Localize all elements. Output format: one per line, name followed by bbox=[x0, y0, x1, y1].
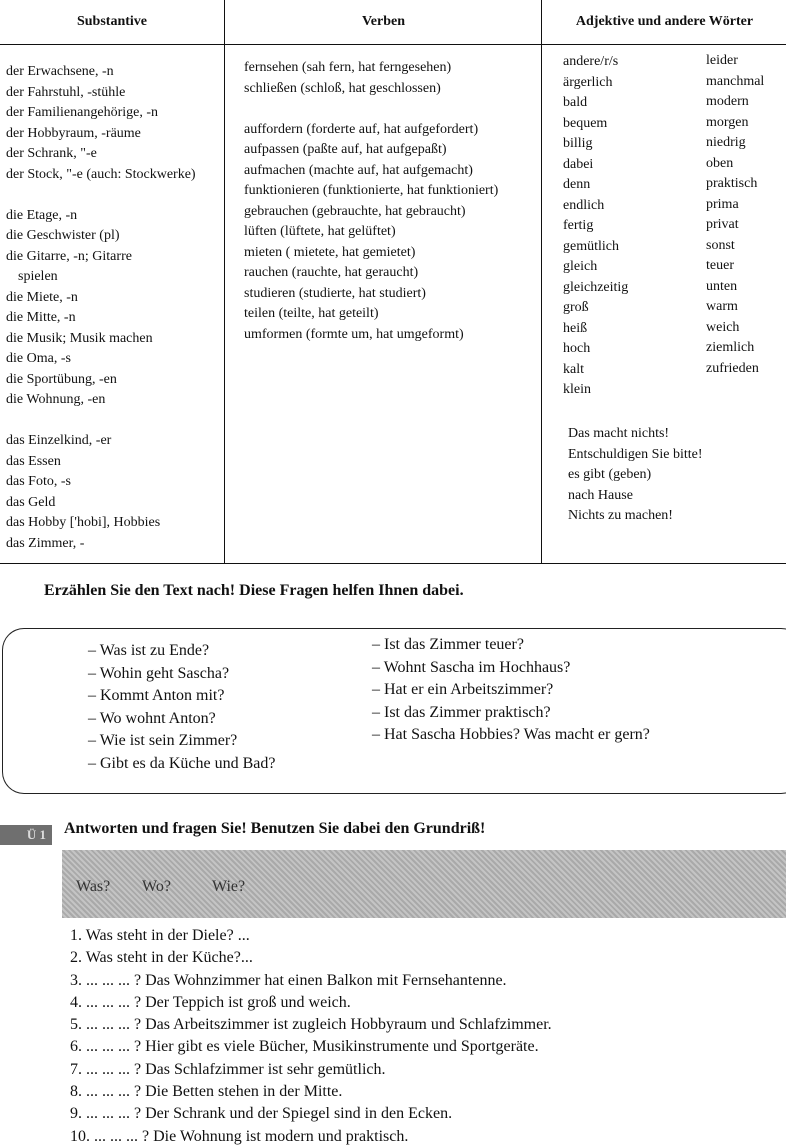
noun-item: der Familienangehörige, -n bbox=[6, 105, 159, 120]
question-item: – Ist das Zimmer praktisch? bbox=[372, 703, 551, 721]
exercise-item: 5. ... ... ... ? Das Arbeitszimmer ist zugleich Hobbyraum und Schlafzimmer. bbox=[70, 1016, 552, 1034]
noun-item: die Gitarre, -n; Gitarre bbox=[6, 248, 132, 264]
noun-item: das Hobby ['hobi], Hobbies bbox=[6, 515, 161, 530]
adjectives-column-1 bbox=[563, 52, 628, 401]
adjective-item: billig bbox=[563, 136, 593, 151]
column-divider bbox=[541, 0, 542, 563]
adjective-item: morgen bbox=[706, 114, 749, 130]
verb-item: lüften (lüftete, hat gelüftet) bbox=[244, 224, 396, 239]
keyword-bar bbox=[62, 850, 786, 918]
exercise-item: 4. ... ... ... ? Der Teppich ist groß und weich. bbox=[70, 993, 351, 1011]
noun-item: die Wohnung, -en bbox=[6, 392, 106, 407]
noun-item: die Etage, -n bbox=[6, 207, 78, 223]
noun-item: das Zimmer, - bbox=[6, 535, 85, 551]
exercise-title: Antworten und fragen Sie! Benutzen Sie dabei den Grundriß! bbox=[64, 820, 486, 837]
exercise-item: 6. ... ... ... ? Hier gibt es viele Bücher, Musikinstrumente und Sportgeräte. bbox=[70, 1038, 539, 1056]
noun-item: der Schrank, "-e bbox=[6, 146, 97, 161]
adjectives-column-2 bbox=[706, 51, 764, 379]
adjective-item: privat bbox=[706, 217, 739, 232]
verb-item: umformen (formte um, hat umgeformt) bbox=[244, 326, 464, 342]
noun-item: der Fahrstuhl, -stühle bbox=[6, 84, 126, 100]
adjective-item: gleichzeitig bbox=[563, 279, 629, 295]
verbs-column bbox=[244, 58, 498, 345]
nouns-column bbox=[6, 62, 196, 554]
verb-item: auffordern (forderte auf, hat aufgefordert) bbox=[244, 121, 479, 137]
noun-item: das Einzelkind, -er bbox=[6, 433, 112, 448]
adjective-item: ziemlich bbox=[706, 340, 755, 355]
exercise-item: 8. ... ... ... ? Die Betten stehen in der Mitte. bbox=[70, 1083, 343, 1101]
question-item: – Hat Sascha Hobbies? Was macht er gern? bbox=[372, 726, 650, 743]
question-item: – Wo wohnt Anton? bbox=[88, 709, 216, 727]
exercise-item: 10. ... ... ... ? Die Wohnung ist modern und praktisch. bbox=[70, 1127, 409, 1145]
adjective-item: gleich bbox=[563, 259, 598, 274]
adjective-item: kalt bbox=[563, 361, 584, 377]
retell-title: Erzählen Sie den Text nach! Diese Fragen helfen Ihnen dabei. bbox=[44, 582, 464, 599]
noun-item: der Hobbyraum, -räume bbox=[6, 125, 141, 141]
noun-item: die Musik; Musik machen bbox=[6, 330, 153, 346]
noun-item: die Miete, -n bbox=[6, 289, 78, 305]
keyword-where: Wo? bbox=[142, 878, 171, 895]
adjective-item: denn bbox=[563, 177, 591, 192]
noun-item: die Geschwister (pl) bbox=[6, 228, 120, 243]
verb-item: fernsehen (sah fern, hat ferngesehen) bbox=[244, 60, 452, 75]
noun-item: spielen bbox=[18, 269, 58, 284]
adjective-item: andere/r/s bbox=[563, 54, 619, 69]
exercise-item: 1. Was steht in der Diele? ... bbox=[70, 927, 250, 944]
verb-item: schließen (schloß, hat geschlossen) bbox=[244, 80, 441, 96]
noun-item: das Foto, -s bbox=[6, 474, 71, 489]
phrase-item: es gibt (geben) bbox=[568, 467, 652, 482]
noun-item: der Erwachsene, -n bbox=[6, 64, 114, 79]
verb-item: mieten ( mietete, hat gemietet) bbox=[244, 244, 416, 260]
adjective-item: sonst bbox=[706, 237, 735, 253]
noun-item: die Sportübung, -en bbox=[6, 371, 117, 387]
adjective-item: zufrieden bbox=[706, 360, 759, 376]
vocabulary-table bbox=[0, 0, 786, 562]
verb-item: aufpassen (paßte auf, hat aufgepaßt) bbox=[244, 142, 447, 157]
exercise-item: 7. ... ... ... ? Das Schlafzimmer ist sehr gemütlich. bbox=[70, 1060, 386, 1078]
header-adjectives: Adjektive und andere Wörter bbox=[575, 14, 754, 29]
noun-item: der Stock, "-e (auch: Stockwerke) bbox=[6, 166, 196, 182]
noun-item: die Oma, -s bbox=[6, 351, 71, 366]
question-item: – Wohnt Sascha im Hochhaus? bbox=[372, 658, 571, 676]
exercise-badge: Ü 1 bbox=[0, 825, 52, 845]
header-verbs: Verben bbox=[361, 14, 406, 29]
verb-item: teilen (teilte, hat geteilt) bbox=[244, 306, 379, 321]
exercise-item: 3. ... ... ... ? Das Wohnzimmer hat einen Balkon mit Fernsehantenne. bbox=[70, 971, 507, 989]
questions-left bbox=[88, 640, 276, 775]
verb-item: funktionieren (funktionierte, hat funktioniert) bbox=[244, 183, 499, 198]
keyword-how: Wie? bbox=[212, 878, 246, 895]
verb-item: rauchen (rauchte, hat geraucht) bbox=[244, 265, 419, 280]
question-item: – Ist das Zimmer teuer? bbox=[372, 636, 524, 653]
exercise-item: 2. Was steht in der Küche?... bbox=[70, 949, 253, 967]
phrase-item: Das macht nichts! bbox=[568, 426, 670, 441]
adjective-item: praktisch bbox=[706, 176, 758, 191]
noun-item: das Essen bbox=[6, 453, 61, 469]
question-item: – Gibt es da Küche und Bad? bbox=[88, 754, 276, 772]
adjective-item: warm bbox=[706, 299, 738, 314]
questions-right bbox=[372, 634, 650, 747]
adjective-item: weich bbox=[706, 319, 740, 335]
question-item: – Was ist zu Ende? bbox=[88, 642, 210, 659]
adjective-item: klein bbox=[563, 382, 591, 397]
noun-item: das Geld bbox=[6, 494, 56, 510]
adjective-item: ärgerlich bbox=[563, 74, 613, 90]
adjective-item: teuer bbox=[706, 258, 734, 273]
phrase-item: Entschuldigen Sie bitte! bbox=[568, 446, 703, 462]
adjective-item: bequem bbox=[563, 115, 608, 131]
adjective-item: oben bbox=[706, 155, 734, 171]
verb-item: aufmachen (machte auf, hat aufgemacht) bbox=[244, 162, 473, 178]
exercise-item: 9. ... ... ... ? Der Schrank und der Spiegel sind in den Ecken. bbox=[70, 1105, 453, 1123]
question-item: – Wohin geht Sascha? bbox=[88, 664, 230, 682]
column-divider bbox=[224, 0, 225, 563]
verb-item: studieren (studierte, hat studiert) bbox=[244, 285, 426, 301]
phrase-item: nach Hause bbox=[568, 487, 633, 503]
adjective-item: heiß bbox=[563, 320, 588, 336]
phrases-list bbox=[568, 424, 703, 527]
question-item: – Wie ist sein Zimmer? bbox=[88, 732, 238, 749]
adjective-item: bald bbox=[563, 95, 588, 110]
question-item: – Kommt Anton mit? bbox=[88, 687, 225, 704]
adjective-item: modern bbox=[706, 94, 749, 109]
adjective-item: unten bbox=[706, 278, 738, 294]
adjective-item: endlich bbox=[563, 197, 605, 213]
phrase-item: Nichts zu machen! bbox=[568, 508, 673, 523]
adjective-item: gemütlich bbox=[563, 238, 619, 254]
adjective-item: dabei bbox=[563, 156, 594, 172]
adjective-item: hoch bbox=[563, 341, 591, 356]
keyword-what: Was? bbox=[76, 878, 111, 895]
question-item: – Hat er ein Arbeitszimmer? bbox=[372, 681, 554, 698]
adjective-item: manchmal bbox=[706, 73, 765, 89]
header-nouns: Substantive bbox=[76, 14, 148, 29]
adjective-item: prima bbox=[706, 196, 739, 212]
verb-item: gebrauchen (gebrauchte, hat gebraucht) bbox=[244, 203, 466, 219]
exercise-list bbox=[70, 925, 552, 1148]
adjective-item: niedrig bbox=[706, 135, 746, 150]
adjective-item: leider bbox=[706, 53, 738, 68]
adjective-item: groß bbox=[563, 300, 589, 315]
table-bottom-rule bbox=[0, 563, 786, 564]
adjective-item: fertig bbox=[563, 218, 594, 233]
noun-item: die Mitte, -n bbox=[6, 310, 76, 325]
